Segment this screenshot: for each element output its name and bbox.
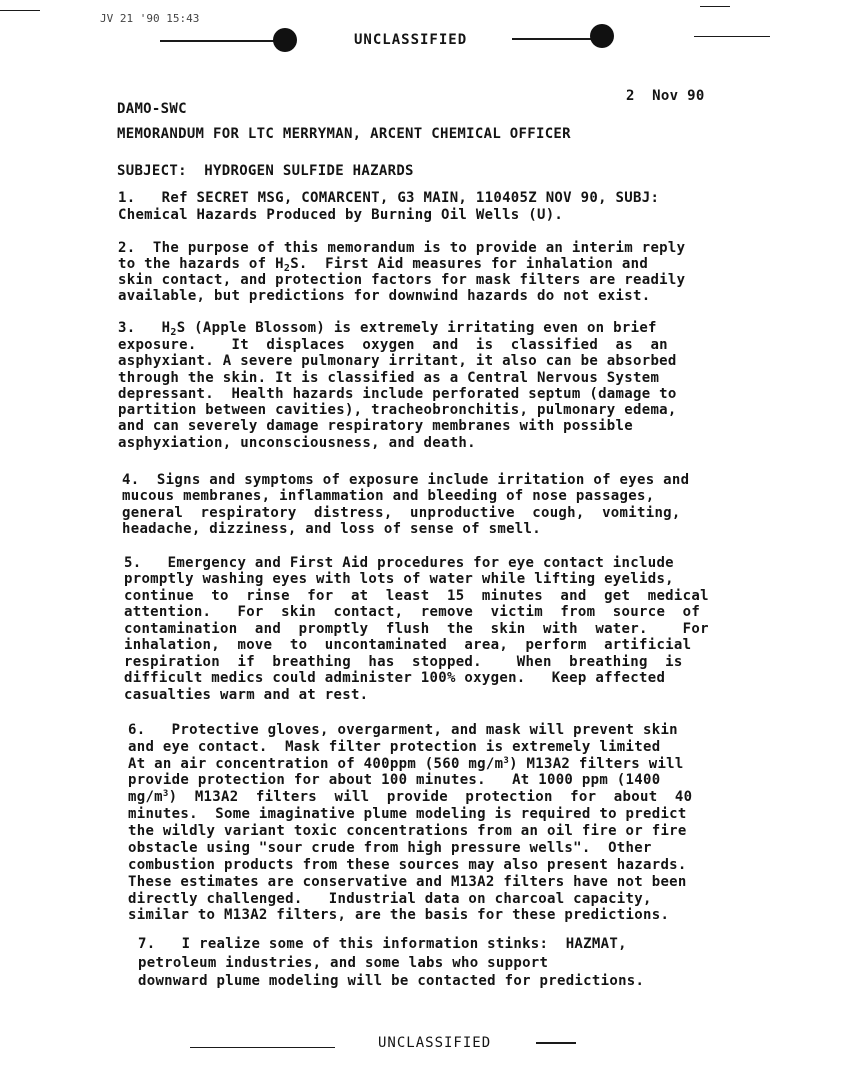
text-line: promptly washing eyes with lots of water while lifting eyelids,	[124, 571, 674, 587]
text-line: Chemical Hazards Produced by Burning Oil Wells (U).	[118, 207, 564, 223]
text-line: casualties warm and at rest.	[124, 687, 369, 703]
text-line: 7. I realize some of this information stinks: HAZMAT,	[138, 936, 627, 952]
text-line: depressant. Health hazards include perforated septum (damage to	[118, 386, 677, 402]
text-line: skin contact, and protection factors for mask filters are readily	[118, 272, 686, 288]
text-line: combustion products from these sources may also present hazards.	[128, 857, 687, 873]
memo-date: 2 Nov 90	[626, 88, 705, 104]
text-line: 6. Protective gloves, overgarment, and mask will prevent skin	[128, 722, 678, 738]
text-line: 4. Signs and symptoms of exposure include irritation of eyes and	[122, 472, 690, 488]
text-line: $mg/m^3$) M13A2 filters will provide protection for about 40	[128, 789, 693, 805]
footer-rule-left	[190, 1047, 335, 1048]
text-line: to the hazards of $H_2S$. First Aid measures for inhalation and	[118, 256, 649, 274]
classification-banner-top: UNCLASSIFIED	[354, 32, 468, 48]
office-symbol: DAMO-SWC	[117, 101, 187, 117]
text-line: downward plume modeling will be contacted for predictions.	[138, 973, 645, 989]
text-line: 1. Ref SECRET MSG, COMARCENT, G3 MAIN, 110405Z NOV 90, SUBJ:	[118, 190, 660, 206]
scan-artifact-line	[700, 6, 730, 7]
text-line: asphyxiant. A severe pulmonary irritant, it also can be absorbed	[118, 353, 677, 369]
text-line: asphyxiation, unconsciousness, and death.	[118, 435, 476, 451]
banner-rule-right	[512, 38, 592, 40]
text-line: exposure. It displaces oxygen and is classified as an	[118, 337, 668, 353]
memo-subject: SUBJECT: HYDROGEN SULFIDE HAZARDS	[117, 163, 414, 179]
text-line: 5. Emergency and First Aid procedures for eye contact include	[124, 555, 674, 571]
text-line: mucous membranes, inflammation and bleeding of nose passages,	[122, 488, 655, 504]
banner-punch-dot-right	[590, 24, 614, 48]
text-line: available, but predictions for downwind hazards do not exist.	[118, 288, 651, 304]
text-line: partition between cavities), tracheobronchitis, pulmonary edema,	[118, 402, 677, 418]
banner-punch-dot-left	[273, 28, 297, 52]
text-line: difficult medics could administer 100% oxygen. Keep affected	[124, 670, 666, 686]
text-line: petroleum industries, and some labs who support	[138, 955, 549, 971]
classification-banner-bottom: UNCLASSIFIED	[378, 1035, 492, 1051]
footer-rule-right	[536, 1042, 576, 1044]
fax-transmission-marks: JV 21 '90 15:43	[100, 12, 200, 25]
text-line: and can severely damage respiratory membranes with possible	[118, 418, 633, 434]
banner-rule-far-right	[694, 36, 770, 37]
text-line: through the skin. It is classified as a Central Nervous System	[118, 370, 660, 386]
text-line: contamination and promptly flush the skin with water. For	[124, 621, 709, 637]
text-line: 3. $H_2S$ (Apple Blossom) is extremely irritating even on brief	[118, 320, 657, 338]
text-line: general respiratory distress, unproductive cough, vomiting,	[122, 505, 681, 521]
memo-addressee: MEMORANDUM FOR LTC MERRYMAN, ARCENT CHEMICAL OFFICER	[117, 126, 571, 142]
text-line: directly challenged. Industrial data on charcoal capacity,	[128, 891, 652, 907]
text-line: the wildly variant toxic concentrations from an oil fire or fire	[128, 823, 687, 839]
text-line: provide protection for about 100 minutes. At 1000 ppm (1400	[128, 772, 661, 788]
text-line: similar to M13A2 filters, are the basis for these predictions.	[128, 907, 670, 923]
text-line: inhalation, move to uncontaminated area, perform artificial	[124, 637, 692, 653]
text-line: obstacle using "sour crude from high pressure wells". Other	[128, 840, 652, 856]
text-line: and eye contact. Mask filter protection is extremely limited	[128, 739, 661, 755]
text-line: attention. For skin contact, remove victim from source of	[124, 604, 701, 620]
banner-rule-left	[160, 40, 275, 42]
text-line: continue to rinse for at least 15 minutes and get medical	[124, 588, 709, 604]
text-line: These estimates are conservative and M13A2 filters have not been	[128, 874, 687, 890]
text-line: minutes. Some imaginative plume modeling is required to predict	[128, 806, 687, 822]
scan-artifact-line	[0, 10, 40, 11]
text-line: 2. The purpose of this memorandum is to provide an interim reply	[118, 240, 686, 256]
text-line: headache, dizziness, and loss of sense of smell.	[122, 521, 541, 537]
text-line: At an air concentration of 400ppm (560 $mg/m^3$) M13A2 filters will	[128, 756, 684, 772]
text-line: respiration if breathing has stopped. When breathing is	[124, 654, 683, 670]
